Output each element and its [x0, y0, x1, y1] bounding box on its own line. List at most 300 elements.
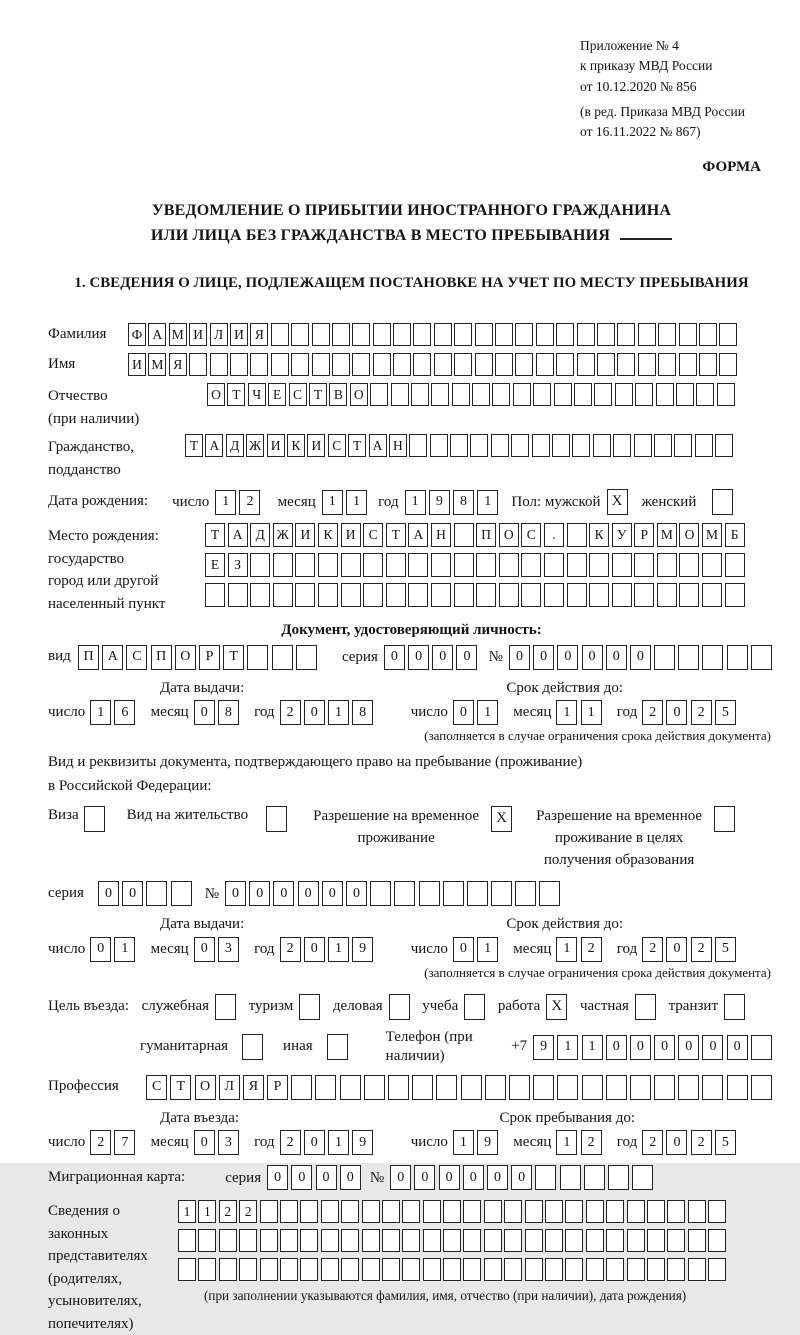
char-cell[interactable]: 0: [487, 1165, 508, 1190]
char-cell[interactable]: [556, 353, 574, 376]
char-cell[interactable]: [582, 1075, 603, 1100]
char-cell[interactable]: А: [228, 523, 248, 547]
char-cell[interactable]: 0: [630, 1035, 651, 1060]
char-cell[interactable]: [717, 383, 735, 406]
char-cell[interactable]: [312, 323, 330, 346]
until-year-cells[interactable]: [642, 1130, 739, 1155]
char-cell[interactable]: [146, 881, 167, 906]
char-cell[interactable]: Ч: [248, 383, 266, 406]
char-cell[interactable]: [495, 323, 513, 346]
iddoc-valid-day-cells[interactable]: [453, 700, 501, 725]
char-cell[interactable]: Т: [227, 383, 245, 406]
purpose-work-checkbox[interactable]: X: [546, 994, 567, 1020]
iddoc-valid-month-cells[interactable]: [556, 700, 604, 725]
char-cell[interactable]: [727, 1075, 748, 1100]
char-cell[interactable]: Л: [210, 323, 228, 346]
char-cell[interactable]: А: [369, 434, 387, 457]
char-cell[interactable]: [617, 323, 635, 346]
char-cell[interactable]: [271, 353, 289, 376]
char-cell[interactable]: А: [408, 523, 428, 547]
char-cell[interactable]: [612, 583, 632, 607]
char-cell[interactable]: [239, 1229, 257, 1252]
char-cell[interactable]: [565, 1200, 583, 1223]
char-cell[interactable]: [476, 553, 496, 577]
char-cell[interactable]: [230, 353, 248, 376]
char-cell[interactable]: [434, 353, 452, 376]
char-cell[interactable]: 9: [477, 1130, 498, 1155]
char-cell[interactable]: 0: [511, 1165, 532, 1190]
char-cell[interactable]: 2: [280, 937, 301, 962]
char-cell[interactable]: 0: [384, 645, 405, 670]
char-cell[interactable]: [589, 583, 609, 607]
char-cell[interactable]: [341, 1229, 359, 1252]
char-cell[interactable]: [189, 353, 207, 376]
char-cell[interactable]: 2: [581, 1130, 602, 1155]
purpose-business-checkbox[interactable]: [389, 994, 410, 1020]
char-cell[interactable]: О: [350, 383, 368, 406]
char-cell[interactable]: [300, 1258, 318, 1281]
char-cell[interactable]: [509, 1075, 530, 1100]
char-cell[interactable]: А: [148, 323, 166, 346]
entry-year-cells[interactable]: [280, 1130, 377, 1155]
char-cell[interactable]: 0: [194, 1130, 215, 1155]
char-cell[interactable]: [586, 1229, 604, 1252]
char-cell[interactable]: [594, 383, 612, 406]
char-cell[interactable]: [434, 323, 452, 346]
char-cell[interactable]: [634, 583, 654, 607]
char-cell[interactable]: [423, 1229, 441, 1252]
char-cell[interactable]: [260, 1229, 278, 1252]
char-cell[interactable]: [535, 1165, 556, 1190]
char-cell[interactable]: [443, 881, 464, 906]
char-cell[interactable]: [667, 1229, 685, 1252]
char-cell[interactable]: 0: [122, 881, 143, 906]
char-cell[interactable]: .: [544, 523, 564, 547]
char-cell[interactable]: [499, 553, 519, 577]
char-cell[interactable]: [402, 1258, 420, 1281]
char-cell[interactable]: 0: [606, 645, 627, 670]
char-cell[interactable]: [613, 434, 631, 457]
char-cell[interactable]: [699, 323, 717, 346]
char-cell[interactable]: [678, 1075, 699, 1100]
char-cell[interactable]: С: [328, 434, 346, 457]
char-cell[interactable]: М: [702, 523, 722, 547]
char-cell[interactable]: [654, 434, 672, 457]
char-cell[interactable]: 0: [322, 881, 343, 906]
char-cell[interactable]: 2: [642, 1130, 663, 1155]
char-cell[interactable]: 0: [304, 937, 325, 962]
char-cell[interactable]: [431, 553, 451, 577]
birth-year-cells[interactable]: [405, 490, 502, 515]
char-cell[interactable]: [178, 1229, 196, 1252]
char-cell[interactable]: Д: [250, 523, 270, 547]
char-cell[interactable]: [679, 323, 697, 346]
char-cell[interactable]: [699, 353, 717, 376]
char-cell[interactable]: 0: [439, 1165, 460, 1190]
staydoc-series-cells[interactable]: [98, 881, 195, 906]
char-cell[interactable]: 0: [453, 700, 474, 725]
char-cell[interactable]: Т: [386, 523, 406, 547]
char-cell[interactable]: [521, 583, 541, 607]
char-cell[interactable]: 0: [90, 937, 111, 962]
char-cell[interactable]: [467, 881, 488, 906]
sex-male-checkbox[interactable]: X: [607, 489, 628, 515]
char-cell[interactable]: [647, 1229, 665, 1252]
char-cell[interactable]: [260, 1200, 278, 1223]
char-cell[interactable]: Е: [205, 553, 225, 577]
char-cell[interactable]: [402, 1200, 420, 1223]
char-cell[interactable]: [702, 645, 723, 670]
char-cell[interactable]: [658, 323, 676, 346]
until-day-cells[interactable]: [453, 1130, 501, 1155]
char-cell[interactable]: [638, 353, 656, 376]
char-cell[interactable]: [484, 1258, 502, 1281]
char-cell[interactable]: [657, 583, 677, 607]
char-cell[interactable]: [431, 583, 451, 607]
char-cell[interactable]: [608, 1165, 629, 1190]
char-cell[interactable]: [656, 383, 674, 406]
char-cell[interactable]: [725, 583, 745, 607]
char-cell[interactable]: И: [128, 353, 146, 376]
char-cell[interactable]: [617, 353, 635, 376]
char-cell[interactable]: [436, 1075, 457, 1100]
staydoc-valid-day-cells[interactable]: [453, 937, 501, 962]
char-cell[interactable]: [708, 1258, 726, 1281]
char-cell[interactable]: [567, 523, 587, 547]
char-cell[interactable]: [577, 323, 595, 346]
char-cell[interactable]: 1: [405, 490, 426, 515]
char-cell[interactable]: 1: [178, 1200, 196, 1223]
char-cell[interactable]: [296, 645, 317, 670]
char-cell[interactable]: [545, 1229, 563, 1252]
char-cell[interactable]: 0: [666, 700, 687, 725]
char-cell[interactable]: [606, 1229, 624, 1252]
purpose-official-checkbox[interactable]: [215, 994, 236, 1020]
char-cell[interactable]: [171, 881, 192, 906]
char-cell[interactable]: [679, 353, 697, 376]
char-cell[interactable]: [393, 323, 411, 346]
migcard-series-cells[interactable]: [267, 1165, 364, 1190]
char-cell[interactable]: 6: [114, 700, 135, 725]
char-cell[interactable]: [504, 1229, 522, 1252]
char-cell[interactable]: [430, 434, 448, 457]
edu-permit-checkbox[interactable]: [714, 806, 735, 832]
char-cell[interactable]: И: [230, 323, 248, 346]
char-cell[interactable]: [484, 1200, 502, 1223]
char-cell[interactable]: [632, 1165, 653, 1190]
iddoc-kind-cells[interactable]: [78, 645, 320, 670]
iddoc-issue-year-cells[interactable]: [280, 700, 377, 725]
phone-cells[interactable]: [533, 1035, 775, 1060]
char-cell[interactable]: 9: [352, 1130, 373, 1155]
visa-checkbox[interactable]: [84, 806, 105, 832]
char-cell[interactable]: [280, 1200, 298, 1223]
char-cell[interactable]: [638, 323, 656, 346]
char-cell[interactable]: 1: [114, 937, 135, 962]
migcard-number-cells[interactable]: [390, 1165, 656, 1190]
char-cell[interactable]: С: [363, 523, 383, 547]
char-cell[interactable]: 0: [194, 700, 215, 725]
char-cell[interactable]: [476, 583, 496, 607]
char-cell[interactable]: Б: [725, 523, 745, 547]
char-cell[interactable]: С: [126, 645, 147, 670]
char-cell[interactable]: О: [175, 645, 196, 670]
char-cell[interactable]: [272, 645, 293, 670]
char-cell[interactable]: И: [189, 323, 207, 346]
char-cell[interactable]: [198, 1229, 216, 1252]
char-cell[interactable]: [491, 881, 512, 906]
char-cell[interactable]: [567, 553, 587, 577]
char-cell[interactable]: О: [207, 383, 225, 406]
char-cell[interactable]: [597, 323, 615, 346]
char-cell[interactable]: [362, 1229, 380, 1252]
char-cell[interactable]: [556, 323, 574, 346]
staydoc-issue-year-cells[interactable]: [280, 937, 377, 962]
char-cell[interactable]: 7: [114, 1130, 135, 1155]
char-cell[interactable]: И: [341, 523, 361, 547]
char-cell[interactable]: [386, 553, 406, 577]
char-cell[interactable]: [597, 353, 615, 376]
char-cell[interactable]: 0: [533, 645, 554, 670]
guardians-cells-1[interactable]: [178, 1200, 729, 1223]
char-cell[interactable]: [373, 353, 391, 376]
purpose-private-checkbox[interactable]: [635, 994, 656, 1020]
purpose-study-checkbox[interactable]: [464, 994, 485, 1020]
char-cell[interactable]: [513, 383, 531, 406]
char-cell[interactable]: 0: [702, 1035, 723, 1060]
char-cell[interactable]: [627, 1229, 645, 1252]
char-cell[interactable]: 2: [581, 937, 602, 962]
iddoc-issue-month-cells[interactable]: [194, 700, 242, 725]
birth-day-cells[interactable]: [215, 490, 263, 515]
char-cell[interactable]: 0: [678, 1035, 699, 1060]
char-cell[interactable]: [370, 383, 388, 406]
char-cell[interactable]: [419, 881, 440, 906]
char-cell[interactable]: [545, 1258, 563, 1281]
char-cell[interactable]: [565, 1229, 583, 1252]
char-cell[interactable]: [606, 1075, 627, 1100]
char-cell[interactable]: [341, 553, 361, 577]
entry-day-cells[interactable]: [90, 1130, 138, 1155]
char-cell[interactable]: [472, 383, 490, 406]
char-cell[interactable]: 8: [352, 700, 373, 725]
char-cell[interactable]: 2: [239, 1200, 257, 1223]
char-cell[interactable]: [452, 383, 470, 406]
char-cell[interactable]: [654, 645, 675, 670]
char-cell[interactable]: 1: [90, 700, 111, 725]
char-cell[interactable]: [504, 1200, 522, 1223]
char-cell[interactable]: [545, 1200, 563, 1223]
char-cell[interactable]: [532, 434, 550, 457]
char-cell[interactable]: [431, 383, 449, 406]
char-cell[interactable]: [291, 1075, 312, 1100]
char-cell[interactable]: 1: [322, 490, 343, 515]
char-cell[interactable]: [454, 323, 472, 346]
char-cell[interactable]: [544, 583, 564, 607]
char-cell[interactable]: Р: [199, 645, 220, 670]
purpose-other-checkbox[interactable]: [327, 1034, 348, 1060]
char-cell[interactable]: [499, 583, 519, 607]
char-cell[interactable]: [315, 1075, 336, 1100]
char-cell[interactable]: [627, 1200, 645, 1223]
char-cell[interactable]: [492, 383, 510, 406]
char-cell[interactable]: [539, 881, 560, 906]
char-cell[interactable]: [708, 1229, 726, 1252]
char-cell[interactable]: [250, 553, 270, 577]
char-cell[interactable]: [318, 553, 338, 577]
char-cell[interactable]: 1: [328, 937, 349, 962]
char-cell[interactable]: Д: [226, 434, 244, 457]
char-cell[interactable]: [273, 553, 293, 577]
char-cell[interactable]: [702, 553, 722, 577]
char-cell[interactable]: У: [612, 523, 632, 547]
char-cell[interactable]: [702, 583, 722, 607]
char-cell[interactable]: 0: [582, 645, 603, 670]
char-cell[interactable]: [295, 553, 315, 577]
char-cell[interactable]: [627, 1258, 645, 1281]
char-cell[interactable]: С: [521, 523, 541, 547]
birthplace-cells-1[interactable]: [205, 523, 747, 547]
char-cell[interactable]: 2: [219, 1200, 237, 1223]
char-cell[interactable]: 0: [453, 937, 474, 962]
char-cell[interactable]: [647, 1258, 665, 1281]
char-cell[interactable]: [205, 583, 225, 607]
char-cell[interactable]: К: [287, 434, 305, 457]
char-cell[interactable]: 1: [556, 700, 577, 725]
char-cell[interactable]: [521, 553, 541, 577]
char-cell[interactable]: [295, 583, 315, 607]
char-cell[interactable]: Я: [169, 353, 187, 376]
sex-female-checkbox[interactable]: [712, 489, 733, 515]
char-cell[interactable]: [228, 583, 248, 607]
char-cell[interactable]: [411, 383, 429, 406]
char-cell[interactable]: 0: [666, 1130, 687, 1155]
char-cell[interactable]: [567, 583, 587, 607]
char-cell[interactable]: П: [151, 645, 172, 670]
char-cell[interactable]: О: [679, 523, 699, 547]
char-cell[interactable]: 0: [194, 937, 215, 962]
char-cell[interactable]: К: [318, 523, 338, 547]
char-cell[interactable]: 0: [727, 1035, 748, 1060]
char-cell[interactable]: [475, 323, 493, 346]
char-cell[interactable]: [593, 434, 611, 457]
birth-month-cells[interactable]: [322, 490, 370, 515]
char-cell[interactable]: 8: [218, 700, 239, 725]
char-cell[interactable]: [589, 553, 609, 577]
purpose-tourism-checkbox[interactable]: [299, 994, 320, 1020]
char-cell[interactable]: [515, 323, 533, 346]
char-cell[interactable]: [491, 434, 509, 457]
char-cell[interactable]: 0: [346, 881, 367, 906]
char-cell[interactable]: О: [195, 1075, 216, 1100]
char-cell[interactable]: 2: [280, 1130, 301, 1155]
char-cell[interactable]: Н: [431, 523, 451, 547]
char-cell[interactable]: С: [289, 383, 307, 406]
char-cell[interactable]: [696, 383, 714, 406]
char-cell[interactable]: [443, 1229, 461, 1252]
char-cell[interactable]: 0: [267, 1165, 288, 1190]
residence-checkbox[interactable]: [266, 806, 287, 832]
temp-permit-checkbox[interactable]: X: [491, 806, 512, 832]
char-cell[interactable]: Ж: [273, 523, 293, 547]
char-cell[interactable]: Ж: [246, 434, 264, 457]
char-cell[interactable]: [321, 1200, 339, 1223]
char-cell[interactable]: Л: [219, 1075, 240, 1100]
char-cell[interactable]: [409, 434, 427, 457]
char-cell[interactable]: [615, 383, 633, 406]
char-cell[interactable]: З: [228, 553, 248, 577]
char-cell[interactable]: [362, 1200, 380, 1223]
until-month-cells[interactable]: [556, 1130, 604, 1155]
char-cell[interactable]: [751, 645, 772, 670]
char-cell[interactable]: 0: [304, 700, 325, 725]
char-cell[interactable]: [247, 645, 268, 670]
char-cell[interactable]: Р: [267, 1075, 288, 1100]
char-cell[interactable]: 0: [291, 1165, 312, 1190]
char-cell[interactable]: [461, 1075, 482, 1100]
char-cell[interactable]: [280, 1258, 298, 1281]
staydoc-issue-month-cells[interactable]: [194, 937, 242, 962]
staydoc-issue-day-cells[interactable]: [90, 937, 138, 962]
char-cell[interactable]: [688, 1258, 706, 1281]
char-cell[interactable]: 1: [477, 937, 498, 962]
char-cell[interactable]: [443, 1258, 461, 1281]
char-cell[interactable]: [657, 553, 677, 577]
char-cell[interactable]: Я: [250, 323, 268, 346]
iddoc-series-cells[interactable]: [384, 645, 481, 670]
char-cell[interactable]: [515, 881, 536, 906]
char-cell[interactable]: [525, 1229, 543, 1252]
char-cell[interactable]: [674, 434, 692, 457]
char-cell[interactable]: [725, 553, 745, 577]
char-cell[interactable]: П: [476, 523, 496, 547]
char-cell[interactable]: [423, 1200, 441, 1223]
char-cell[interactable]: 1: [556, 937, 577, 962]
char-cell[interactable]: [525, 1200, 543, 1223]
char-cell[interactable]: [557, 1075, 578, 1100]
char-cell[interactable]: [363, 553, 383, 577]
char-cell[interactable]: [667, 1258, 685, 1281]
char-cell[interactable]: 3: [218, 937, 239, 962]
char-cell[interactable]: [688, 1229, 706, 1252]
char-cell[interactable]: 8: [453, 490, 474, 515]
char-cell[interactable]: 1: [557, 1035, 578, 1060]
char-cell[interactable]: [332, 353, 350, 376]
staydoc-valid-month-cells[interactable]: [556, 937, 604, 962]
char-cell[interactable]: [340, 1075, 361, 1100]
char-cell[interactable]: М: [657, 523, 677, 547]
char-cell[interactable]: [463, 1258, 481, 1281]
char-cell[interactable]: 0: [654, 1035, 675, 1060]
char-cell[interactable]: [525, 1258, 543, 1281]
char-cell[interactable]: [702, 1075, 723, 1100]
purpose-transit-checkbox[interactable]: [724, 994, 745, 1020]
char-cell[interactable]: [332, 323, 350, 346]
char-cell[interactable]: 1: [453, 1130, 474, 1155]
char-cell[interactable]: [463, 1229, 481, 1252]
char-cell[interactable]: [363, 583, 383, 607]
char-cell[interactable]: [450, 434, 468, 457]
char-cell[interactable]: [391, 383, 409, 406]
char-cell[interactable]: [635, 383, 653, 406]
birthplace-cells-3[interactable]: [205, 583, 747, 607]
char-cell[interactable]: [291, 353, 309, 376]
char-cell[interactable]: [443, 1200, 461, 1223]
char-cell[interactable]: [634, 553, 654, 577]
char-cell[interactable]: 2: [642, 937, 663, 962]
char-cell[interactable]: [565, 1258, 583, 1281]
char-cell[interactable]: 0: [557, 645, 578, 670]
